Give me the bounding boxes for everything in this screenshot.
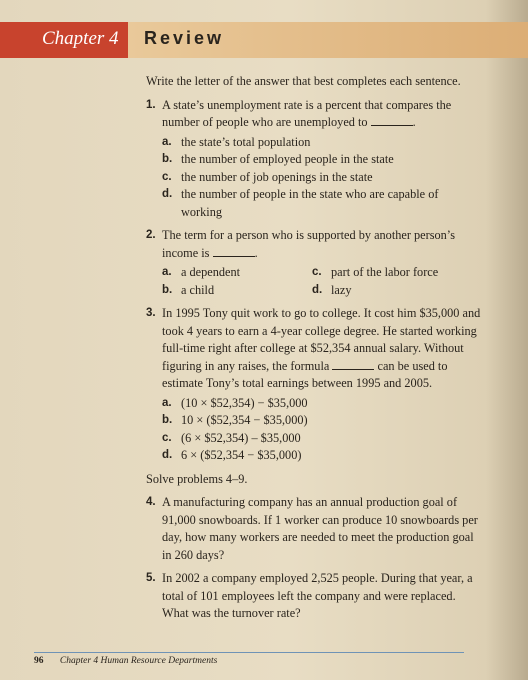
- chapter-label-band: [0, 22, 128, 58]
- answer-blank: [371, 115, 413, 126]
- option-text: the number of job openings in the state: [181, 169, 373, 184]
- option-letter: d.: [162, 449, 173, 461]
- question-1: [146, 97, 482, 222]
- footer-rule: [34, 652, 464, 653]
- question-2: [146, 227, 482, 299]
- option-c: [162, 430, 482, 448]
- stem-end: .: [254, 245, 258, 260]
- option-b: [162, 412, 482, 430]
- option-letter: c.: [312, 266, 322, 278]
- problem-text: In 2002 a company employed 2,525 people. During that year, a total of 101 employees left the company and were replaced. What was the turnover rate?: [162, 571, 473, 620]
- chapter-label: Chapter 4: [42, 28, 119, 49]
- option-c: [312, 264, 482, 282]
- option-grid: [162, 264, 482, 299]
- option-text: the state’s total population: [181, 134, 311, 149]
- review-content: [146, 73, 482, 629]
- stem-end: can be used to estimate Tony’s total earnings between 1995 and 2005.: [162, 358, 448, 390]
- option-text: part of the labor force: [331, 265, 439, 279]
- option-d: [312, 282, 482, 300]
- question-number: 2.: [146, 229, 156, 241]
- option-text: (6 × $52,354) – $35,000: [181, 430, 301, 445]
- page-title: Review: [144, 28, 225, 48]
- problem-text: A manufacturing company has an annual production goal of 91,000 snowboards. If 1 worker can produce 10 snowboards per day, how many workers are needed to meet the production goal in 260 days?: [162, 495, 478, 562]
- problem-5: [146, 570, 482, 623]
- page-number: 96: [34, 656, 44, 666]
- option-letter: c.: [162, 170, 172, 183]
- option-b: [162, 282, 312, 300]
- option-text: a child: [181, 282, 215, 297]
- page-footer: [34, 656, 217, 666]
- problem-number: 4.: [146, 496, 156, 508]
- problem-number: 5.: [146, 572, 156, 584]
- problem-4: [146, 494, 482, 564]
- option-letter: a.: [162, 396, 172, 409]
- option-c: [162, 169, 482, 187]
- option-a: [162, 395, 482, 413]
- option-d: [162, 447, 482, 465]
- answer-blank: [213, 246, 255, 257]
- answer-blank: [332, 359, 374, 370]
- question-stem: The term for a person who is supported by another person’s income is: [162, 228, 456, 260]
- option-list: [162, 395, 482, 465]
- question-3: [146, 305, 482, 465]
- solve-instruction: Solve problems 4–9.: [146, 471, 248, 486]
- question-number: 1.: [146, 98, 156, 111]
- option-a: [162, 134, 482, 152]
- option-text: 6 × ($52,354 − $35,000): [181, 448, 302, 462]
- option-list: [162, 134, 482, 222]
- option-text: (10 × $52,354) − $35,000: [181, 395, 308, 410]
- option-d: [162, 186, 482, 221]
- option-letter: b.: [162, 414, 173, 426]
- question-stem: A state’s unemployment rate is a percent that compares the number of people who are unemployed to: [162, 97, 452, 129]
- option-text: lazy: [331, 282, 352, 297]
- chapter-header: [0, 22, 528, 58]
- instructions: Write the letter of the answer that best completes each sentence.: [146, 74, 461, 88]
- stem-end: .: [412, 115, 416, 129]
- option-text: the number of employed people in the state: [181, 152, 394, 166]
- option-text: the number of people in the state who are capable of working: [181, 187, 439, 219]
- question-number: 3.: [146, 307, 156, 319]
- option-a: [162, 264, 312, 282]
- option-letter: d.: [162, 188, 173, 200]
- option-b: [162, 151, 482, 169]
- footer-text: Chapter 4 Human Resource Departments: [59, 656, 218, 666]
- option-letter: c.: [162, 431, 172, 444]
- option-letter: d.: [312, 283, 323, 296]
- option-text: a dependent: [181, 265, 241, 279]
- option-letter: b.: [162, 153, 173, 165]
- option-letter: a.: [162, 266, 172, 278]
- question-stem: In 1995 Tony quit work to go to college. It cost him $35,000 and took 4 years to earn a 4-year college degree. He started working full-time right after college at $52,354 annual salary. Without figuring in any raises, the formula: [162, 306, 481, 373]
- option-letter: a.: [162, 135, 172, 148]
- option-letter: b.: [162, 283, 173, 296]
- option-text: 10 × ($52,354 − $35,000): [181, 413, 308, 427]
